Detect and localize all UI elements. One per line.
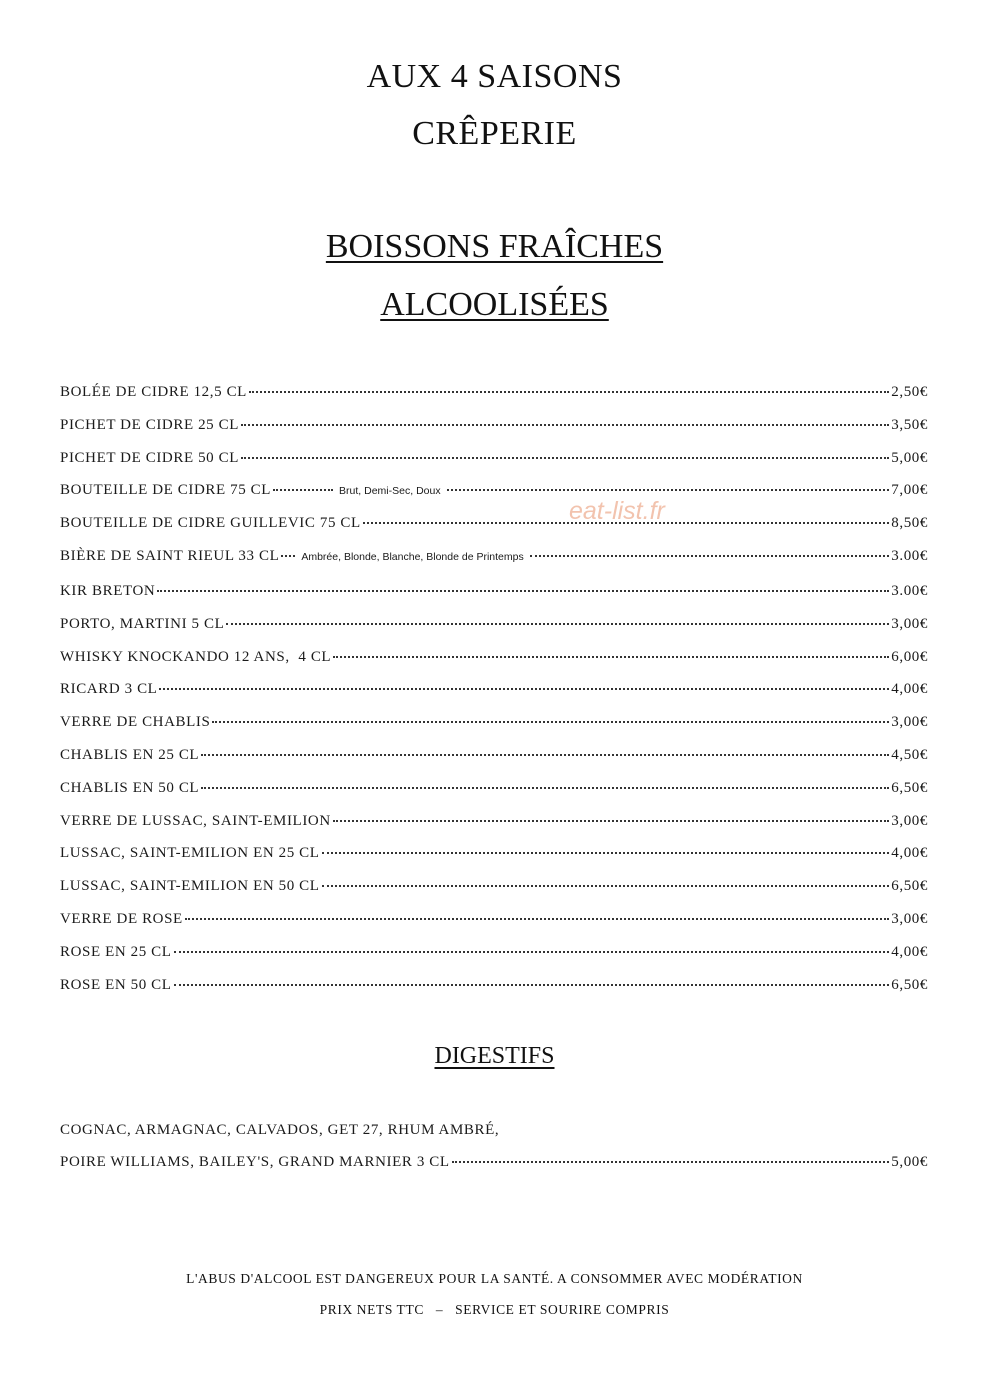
restaurant-name: AUX 4 SAISONS bbox=[366, 58, 623, 95]
item-price: 3,50€ bbox=[891, 416, 928, 433]
item-name: CHABLIS EN 50 CL bbox=[60, 779, 200, 796]
item-price: 6,50€ bbox=[891, 976, 928, 993]
item-price: 3,00€ bbox=[891, 910, 928, 927]
item-name: BIÈRE DE SAINT RIEUL 33 CL bbox=[60, 547, 280, 564]
dot-leader bbox=[201, 786, 889, 789]
item-name: BOLÉE DE CIDRE 12,5 CL bbox=[60, 384, 247, 400]
menu-item bbox=[60, 813, 928, 846]
menu-item bbox=[60, 583, 928, 616]
dot-leader bbox=[273, 488, 333, 491]
menu-item bbox=[60, 482, 928, 515]
dot-leader bbox=[333, 819, 889, 822]
menu-item bbox=[60, 450, 928, 483]
item-price: 3,00€ bbox=[891, 812, 928, 829]
item-price: 4,00€ bbox=[891, 681, 928, 698]
dot-leader bbox=[281, 554, 295, 557]
item-price: 2,50€ bbox=[891, 384, 928, 400]
item-name: ROSE EN 25 CL bbox=[60, 943, 172, 960]
item-price: 7,00€ bbox=[891, 482, 928, 499]
dot-leader bbox=[201, 753, 889, 756]
dot-leader bbox=[174, 983, 890, 986]
item-name: VERRE DE CHABLIS bbox=[60, 714, 211, 731]
menu-item bbox=[60, 548, 928, 583]
dot-leader bbox=[333, 655, 889, 658]
menu-item bbox=[60, 616, 928, 649]
item-note: Brut, Demi-Sec, Doux bbox=[339, 485, 441, 498]
item-name: RICARD 3 CL bbox=[60, 681, 158, 698]
item-price: 8,50€ bbox=[891, 515, 928, 532]
digestifs-list bbox=[60, 1122, 928, 1187]
item-name: LUSSAC, SAINT-EMILION EN 25 CL bbox=[60, 845, 320, 862]
dot-leader bbox=[241, 456, 889, 459]
menu-item bbox=[60, 911, 928, 944]
item-name: PICHET DE CIDRE 50 CL bbox=[60, 449, 239, 466]
dot-leader bbox=[322, 884, 890, 887]
drinks-section-title-line1: BOISSONS FRAÎCHES bbox=[325, 228, 664, 265]
item-note: Ambrée, Blonde, Blanche, Blonde de Printemps bbox=[301, 550, 524, 563]
item-price: 6,50€ bbox=[891, 878, 928, 895]
dot-leader bbox=[157, 589, 889, 592]
item-price: 5,00€ bbox=[891, 449, 928, 466]
menu-item bbox=[60, 384, 928, 417]
dot-leader bbox=[530, 554, 890, 557]
drinks-list bbox=[60, 384, 928, 1009]
item-name: LUSSAC, SAINT-EMILION EN 50 CL bbox=[60, 878, 320, 895]
menu-item bbox=[60, 649, 928, 682]
item-name: KIR BRETON bbox=[60, 582, 156, 599]
item-price: 3.00€ bbox=[891, 582, 928, 599]
menu-item bbox=[60, 878, 928, 911]
dot-leader bbox=[322, 851, 890, 854]
dot-leader bbox=[185, 917, 889, 920]
item-name: PICHET DE CIDRE 25 CL bbox=[60, 416, 239, 433]
dot-leader bbox=[241, 423, 889, 426]
item-name: PORTO, MARTINI 5 CL bbox=[60, 615, 225, 632]
menu-item bbox=[60, 417, 928, 450]
dot-leader bbox=[249, 390, 889, 393]
digestifs-section-title: DIGESTIFS bbox=[434, 1043, 555, 1069]
item-price: 6,00€ bbox=[891, 648, 928, 665]
item-name: VERRE DE ROSE bbox=[60, 910, 183, 927]
dot-leader bbox=[452, 1160, 890, 1163]
item-price: 4,00€ bbox=[891, 943, 928, 960]
menu-item bbox=[60, 845, 928, 878]
item-name: BOUTEILLE DE CIDRE 75 CL bbox=[60, 482, 272, 499]
menu-item bbox=[60, 747, 928, 780]
dot-leader bbox=[226, 622, 889, 625]
restaurant-type: CRÊPERIE bbox=[412, 115, 577, 152]
drinks-section-title-line2: ALCOOLISÉES bbox=[380, 286, 609, 323]
item-name: BOUTEILLE DE CIDRE GUILLEVIC 75 CL bbox=[60, 515, 361, 532]
menu-item bbox=[60, 944, 928, 977]
item-price: 4,50€ bbox=[891, 746, 928, 763]
dot-leader bbox=[159, 687, 889, 690]
item-name: ROSE EN 50 CL bbox=[60, 976, 172, 993]
watermark: eat-list.fr bbox=[569, 497, 665, 525]
menu-item bbox=[60, 681, 928, 714]
menu-item bbox=[60, 780, 928, 813]
dot-leader bbox=[174, 950, 890, 953]
item-price: 3,00€ bbox=[891, 615, 928, 632]
item-price: 6,50€ bbox=[891, 779, 928, 796]
item-name: POIRE WILLIAMS, BAILEY'S, GRAND MARNIER 3 CL bbox=[60, 1154, 450, 1170]
item-name: WHISKY KNOCKANDO 12 ANS, 4 CL bbox=[60, 648, 332, 665]
dot-leader bbox=[447, 488, 890, 491]
pricing-note: PRIX NETS TTC – SERVICE ET SOURIRE COMPRIS bbox=[319, 1302, 670, 1317]
item-price: 3.00€ bbox=[891, 547, 928, 564]
item-price: 3,00€ bbox=[891, 714, 928, 731]
item-name: VERRE DE LUSSAC, SAINT-EMILION bbox=[60, 812, 331, 829]
menu-item bbox=[60, 977, 928, 1010]
menu-item bbox=[60, 714, 928, 747]
item-price: 4,00€ bbox=[891, 845, 928, 862]
item-price: 5,00€ bbox=[891, 1154, 928, 1170]
menu-item bbox=[60, 515, 928, 548]
alcohol-warning: L'ABUS D'ALCOOL EST DANGEREUX POUR LA SANTÉ. A CONSOMMER AVEC MODÉRATION bbox=[186, 1271, 803, 1286]
menu-item bbox=[60, 1154, 928, 1187]
digestif-line: COGNAC, ARMAGNAC, CALVADOS, GET 27, RHUM AMBRÉ, bbox=[60, 1122, 500, 1138]
item-name: CHABLIS EN 25 CL bbox=[60, 746, 200, 763]
dot-leader bbox=[212, 720, 889, 723]
